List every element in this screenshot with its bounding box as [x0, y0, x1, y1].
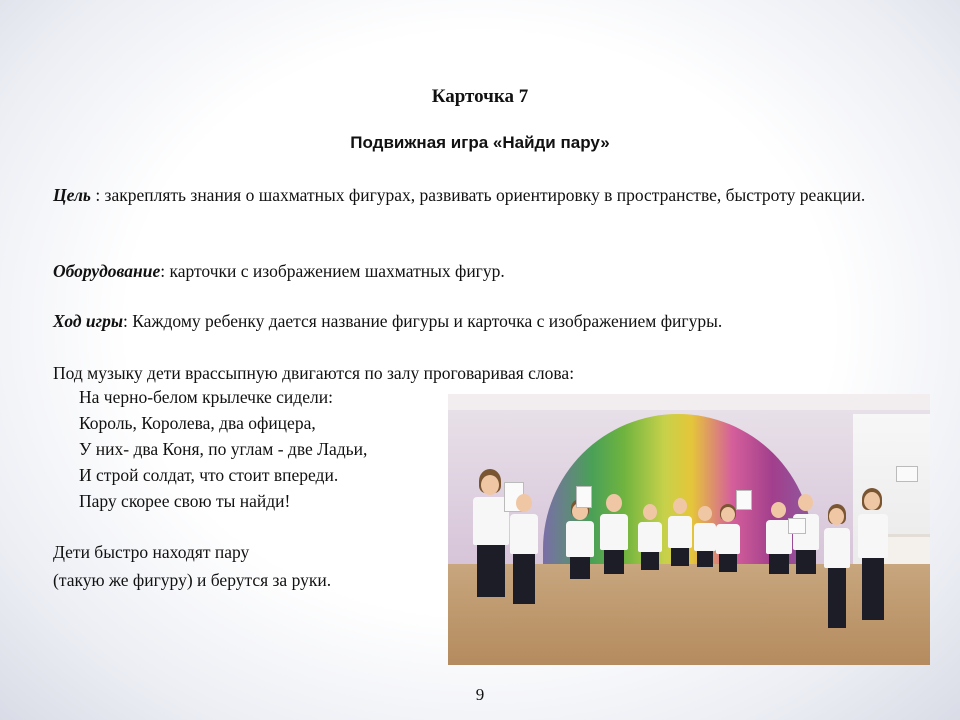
equipment-text: : карточки с изображением шахматных фигур.: [160, 261, 505, 281]
equipment-paragraph: [53, 258, 919, 285]
goal-label: Цель: [53, 185, 91, 205]
poem: [79, 384, 367, 514]
poem-line: На черно-белом крылечке сидели:: [79, 387, 333, 407]
ending-line: (такую же фигуру) и берутся за руки.: [53, 570, 332, 590]
poem-line: У них- два Коня, по углам - две Ладьи,: [79, 439, 368, 459]
intro-line: Под музыку дети врассыпную двигаются по залу проговаривая слова:: [53, 363, 575, 383]
ending-paragraph: [53, 538, 331, 594]
children-game-photo: [448, 394, 930, 665]
goal-text: : закреплять знания о шахматных фигурах, развивать ориентировку в пространстве, быстроту реакции.: [90, 185, 866, 205]
ending-line: Дети быстро находят пару: [53, 542, 250, 562]
poem-line: И строй солдат, что стоит впереди.: [79, 465, 339, 485]
game-title: Подвижная игра «Найди пару»: [350, 133, 610, 152]
card-title: Карточка 7: [431, 86, 529, 107]
page-number: 9: [475, 685, 485, 704]
course-paragraph: [53, 308, 919, 335]
poem-line: Пару скорее свою ты найди!: [79, 491, 291, 511]
poem-line: Король, Королева, два офицера,: [79, 413, 316, 433]
goal-paragraph: [53, 182, 919, 209]
course-text: : Каждому ребенку дается название фигуры и карточка с изображением фигуры.: [122, 311, 723, 331]
equipment-label: Оборудование: [53, 261, 161, 281]
course-label: Ход игры: [53, 311, 123, 331]
